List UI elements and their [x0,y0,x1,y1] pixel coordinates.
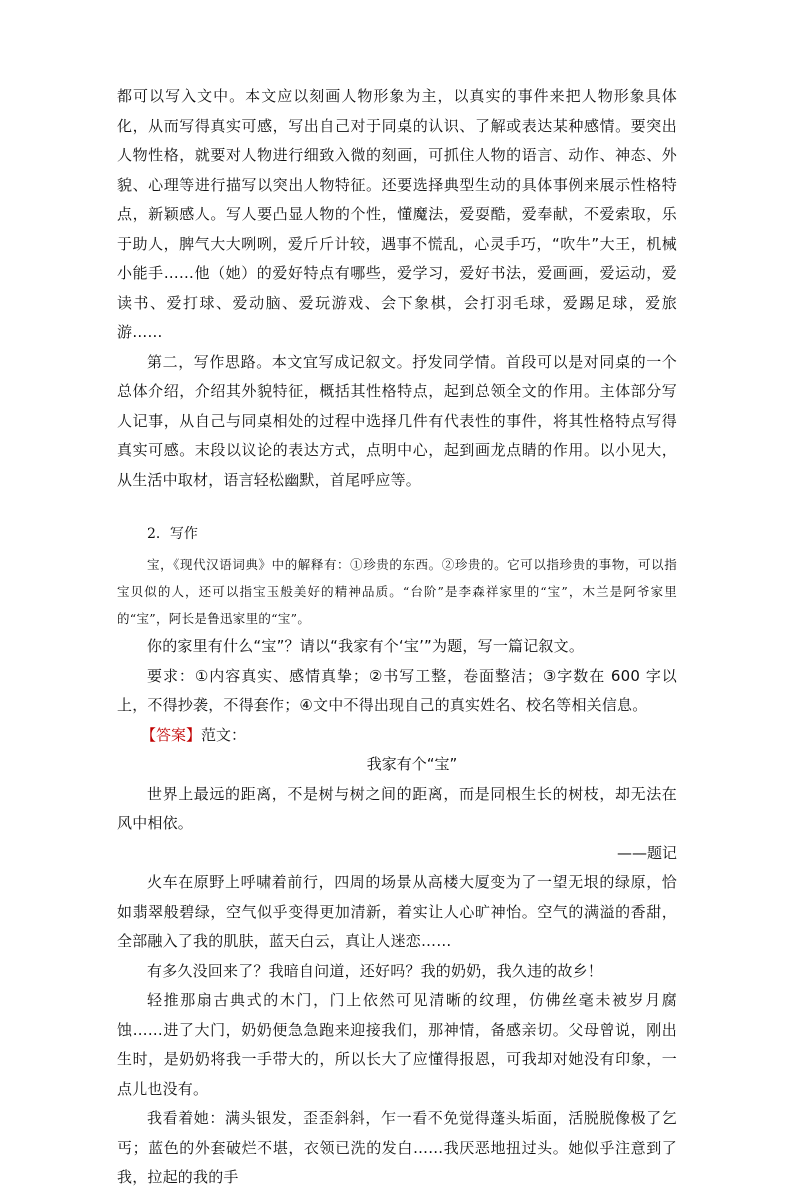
essay-paragraph-3: 轻推那扇古典式的木门，门上依然可见清晰的纹理，仿佛丝毫未被岁月腐蚀……进了大门，奶奶便急急跑来迎接我们，那神情，备感亲切。父母曾说，刚出生时，是奶奶将我一手带大的，所以长大了应懂得报恩，可我却对她没有印象，一点儿也没有。 [117,991,677,1098]
analysis-paragraph-2: 第二，写作思路。本文宜写成记叙文。抒发同学情。首段可以是对同桌的一个总体介绍，介绍其外貌特征，概括其性格特点，起到总领全文的作用。主体部分写人记事，从自己与同桌相处的过程中选择几件有代表性的事件，将其性格特点写得真实可感。末段以议论的表达方式，点明中心，起到画龙点睛的作用。以小见大，从生活中取材，语言轻松幽默，首尾呼应等。 [117,352,677,489]
answer-label: 范文： [201,725,247,744]
answer-line [141,721,677,751]
question-prompt: 你的家里有什么“宝”？请以“我家有个‘宝’”为题，写一篇记叙文。 [147,637,585,655]
essay-title: 我家有个“宝” [366,755,458,773]
question-requirements: 要求：①内容真实、感情真挚；②书写工整，卷面整洁；③字数在 600 字以上，不得抄袭，不得套作；④文中不得出现自己的真实姓名、校名等相关信息。 [117,666,677,714]
essay-epigraph: 世界上最远的距离，不是树与树之间的距离，而是同根生长的树枝，却无法在风中相依。 [117,784,677,832]
question-quote: 宝，《现代汉语词典》中的解释有：①珍贵的东西。②珍贵的。它可以指珍贵的事物，可以指宝贝似的人，还可以指宝玉般美好的精神品质。“台阶”是李森祥家里的“宝”，木兰是阿爷家里的“宝”，阿长是鲁迅家里的“宝”。 [117,557,677,626]
essay-paragraph-4: 我看着她：满头银发，歪歪斜斜，乍一看不免觉得蓬头垢面，活脱脱像极了乞丐；蓝色的外套破烂不堪，衣领已洗的发白……我厌恶地扭过头。她似乎注意到了我，拉起的我的手 [117,1109,677,1186]
document-page [117,82,677,1193]
section-gap [117,495,677,521]
question-heading: 2．写作 [147,526,198,542]
answer-tag: 【答案】 [141,725,202,744]
essay-paragraph-1: 火车在原野上呼啸着前行，四周的场景从高楼大厦变为了一望无垠的绿原，恰如翡翠般碧绿，空气似乎变得更加清新，着实让人心旷神怡。空气的满溢的香甜，全部融入了我的肌肤，蓝天白云，真让人迷恋…… [117,873,677,950]
analysis-paragraph-1: 都可以写入文中。本文应以刻画人物形象为主，以真实的事件来把人物形象具体化，从而写得真实可感，写出自己对于同桌的认识、了解或表达某种感情。要突出人物性格，就要对人物进行细致入微的刻画，可抓住人物的语言、动作、神态、外貌、心理等进行描写以突出人物特征。还要选择典型生动的具体事例来展示性格特点，新颖感人。写人要凸显人物的个性，懂魔法，爱耍酷，爱奉献，不爱索取，乐于助人，脾气大大咧咧，爱斤斤计较，遇事不慌乱，心灵手巧，“吹牛”大王，机械小能手……他（她）的爱好特点有哪些，爱学习，爱好书法，爱画画，爱运动，爱读书、爱打球、爱动脑、爱玩游戏、会下象棋，会打羽毛球，爱踢足球，爱旅游…… [117,87,677,341]
essay-paragraph-2: 有多久没回来了？我暗自问道，还好吗？我的奶奶，我久违的故乡！ [147,961,604,980]
epigraph-note: ——题记 [616,843,677,862]
